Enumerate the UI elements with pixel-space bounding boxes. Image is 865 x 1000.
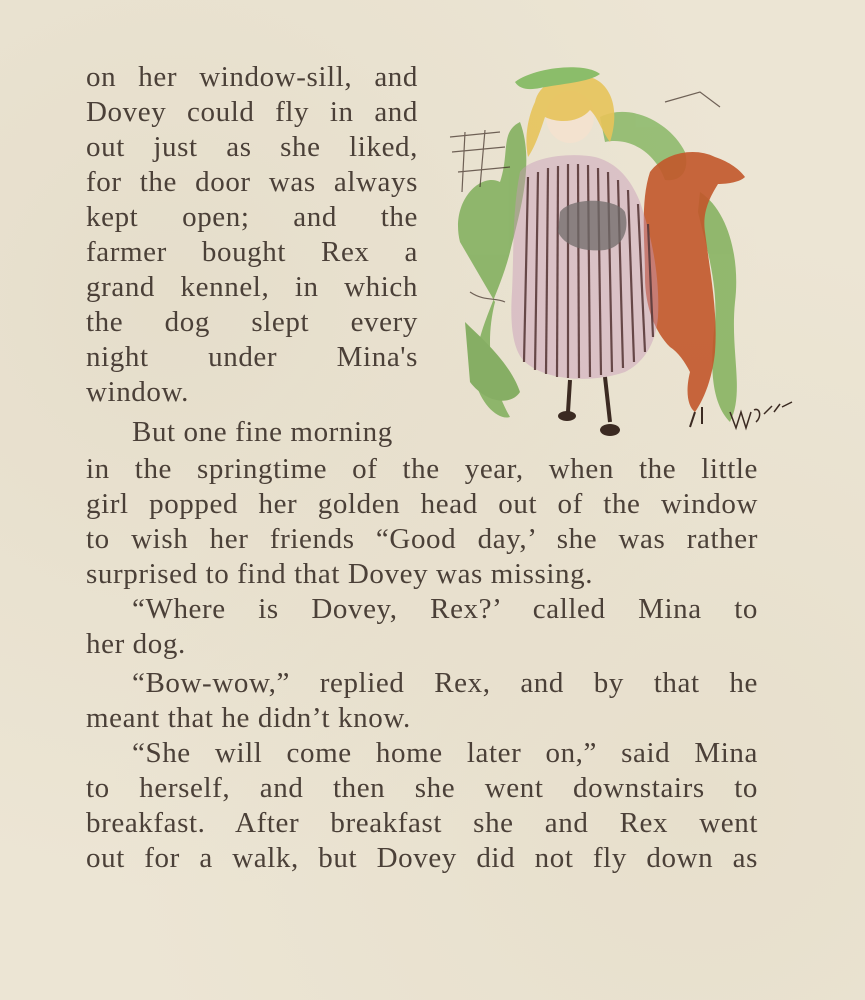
text-line: kept open; and the	[86, 201, 418, 233]
text-line: surprised to find that Dovey was missing.	[86, 558, 594, 590]
artist-signature	[730, 402, 792, 428]
text-line: Dovey could fly in and	[86, 96, 418, 128]
text-line: farmer bought Rex a	[86, 236, 418, 268]
text-line: her dog.	[86, 628, 186, 660]
text-line: to wish her friends “Good day,’ she was rather	[86, 523, 758, 555]
text-line: out for a walk, but Dovey did not fly down as	[86, 842, 758, 874]
text-line: breakfast. After breakfast she and Rex went	[86, 807, 758, 839]
text-line: “Bow-wow,” replied Rex, and by that he	[132, 667, 758, 699]
text-line: window.	[86, 376, 190, 408]
girl-with-dog-illustration	[440, 62, 800, 447]
text-line: girl popped her golden head out of the window	[86, 488, 758, 520]
text-line: grand kennel, in which	[86, 271, 418, 303]
text-line: meant that he didn’t know.	[86, 702, 411, 734]
text-line: on her window-sill, and	[86, 61, 418, 93]
text-line: the dog slept every	[86, 306, 418, 338]
text-line: out just as she liked,	[86, 131, 418, 163]
text-line: to herself, and then she went downstairs to	[86, 772, 758, 804]
text-line: “Where is Dovey, Rex?’ called Mina to	[132, 593, 758, 625]
text-line: But one fine morning	[132, 416, 393, 448]
text-line: “She will come home later on,” said Mina	[132, 737, 758, 769]
text-line: night under Mina's	[86, 341, 418, 373]
text-line: for the door was always	[86, 166, 418, 198]
text-line: in the springtime of the year, when the little	[86, 453, 758, 485]
